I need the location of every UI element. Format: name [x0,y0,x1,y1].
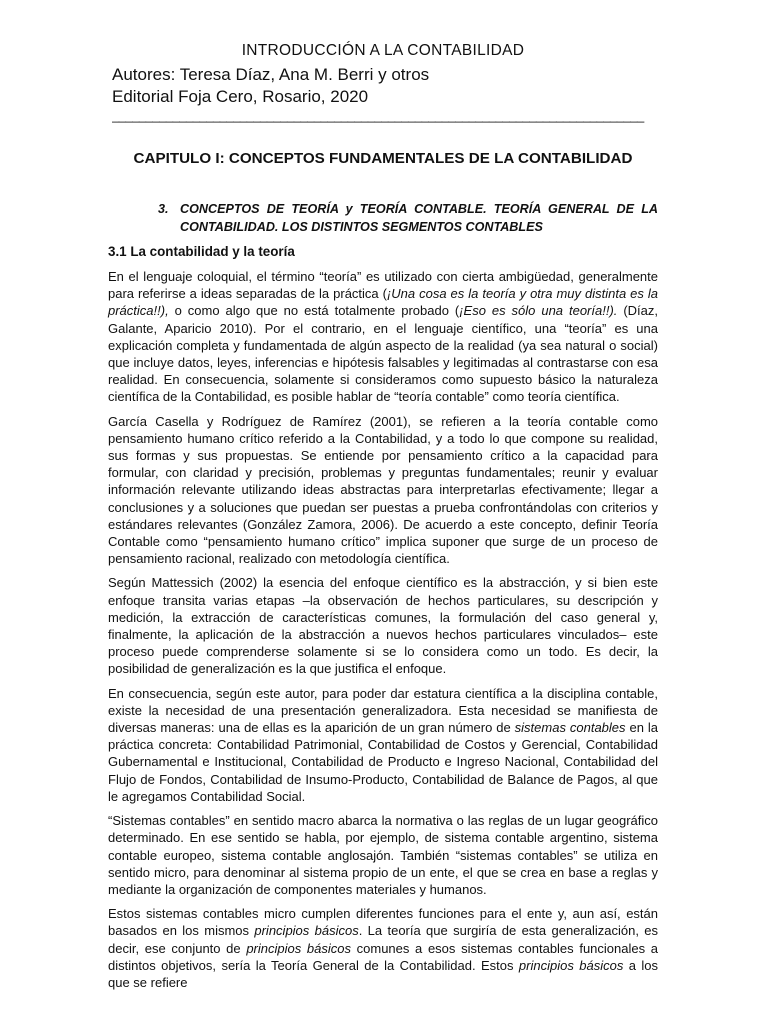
paragraph-1: En el lenguaje coloquial, el término “teoría” es utilizado con cierta ambigüedad, generalmente para referirse a ideas separadas de la práctica (¡Una cosa es la teoría y otra muy distinta es la práctica!!), o como algo que no está totalmente probado (¡Eso es sólo una teoría!!). (Díaz, Galante, Aparicio 2010). Por el contrario, en el lenguaje científico, una “teoría” es una explicación completa y fundamentada de algún aspecto de la realidad (ya sea natural o social) que incluye datos, leyes, inferencias e hipótesis falsables y legitimadas al contrastarse con esa realidad. En consecuencia, solamente si consideramos como supuesto básico la naturaleza científica de la Contabilidad, es posible hablar de “teoría contable” como teoría científica. [108,269,658,405]
section-number: 3. [158,202,169,216]
chapter-title: CAPITULO I: CONCEPTOS FUNDAMENTALES DE LA CONTABILIDAD [133,150,633,167]
section-heading [158,200,658,236]
publisher-line: Editorial Foja Cero, Rosario, 2020 [112,87,369,106]
paragraph-6: Estos sistemas contables micro cumplen diferentes funciones para el ente y, aun así, están basados en los mismos principios básicos. La teoría que surgiría de esta generalización, es decir, ese conjunto de principios básicos comunes a esos sistemas contables funcionales a distintos objetivos, sería la Teoría General de la Contabilidad. Estos principios básicos a los que se refiere [108,906,659,990]
paragraph-2: García Casella y Rodríguez de Ramírez (2001), se refieren a la teoría contable como pensamiento humano crítico referido a la Contabilidad, y a todo lo que compone su realidad, sus formas y sus propuestas. Se entiende por pensamiento crítico a la capacidad para formular, con claridad y precisión, problemas y preguntas fundamentales; reunir y evaluar información relevante utilizando ideas abstractas para interpretarlas efectivamente; llegar a conclusiones y a soluciones que puedan ser puestas a prueba confrontándolas con criterios y estándares relevantes (González Zamora, 2006). De acuerdo a este concepto, definir Teoría Contable como “pensamiento humano crítico” implica suponer que surge de un proceso de pensamiento racional, realizado con metodología científica. [108,413,658,567]
paragraph-5: “Sistemas contables” en sentido macro abarca la normativa o las reglas de un lugar geográfico determinado. En ese sentido se habla, por ejemplo, de sistema contable argentino, sistema contable europeo, sistema contable anglosajón. También “sistemas contables” se utiliza en sentido micro, para denominar al sistema propio de un ente, el que se crea en base a reglas y mediante la organización de componentes materiales y humanos. [108,813,658,897]
authors-line: Autores: Teresa Díaz, Ana M. Berri y otros [112,65,430,84]
paragraph-3: Según Mattessich (2002) la esencia del enfoque científico es la abstracción, y si bien este enfoque transita varias etapas –la observación de hechos particulares, su descripción y medición, la extracción de características comunes, la formulación del caso general y, finalmente, la aplicación de la abstracción a nuevos hechos particulares vinculados– este proceso puede comprenderse solamente si se lo considera como un todo. Es decir, la posibilidad de generalización es la que justifica el enfoque. [108,575,658,677]
paragraph-4: En consecuencia, según este autor, para poder dar estatura científica a la disciplina contable, existe la necesidad de una presentación generalizadora. Esta necesidad se manifiesta de diversas maneras: una de ellas es la aparición de un gran número de sistemas contables en la práctica concreta: Contabilidad Patrimonial, Contabilidad de Costos y Gerencial, Contabilidad Gubernamental e Institucional, Contabilidad de Producto e Ingreso Nacional, Contabilidad del Flujo de Fondos, Contabilidad de Insumo-Producto, Contabilidad de Balance de Pagos, al que le agregamos Contabilidad Social. [108,685,658,804]
section-title: CONCEPTOS DE TEORÍA y TEORÍA CONTABLE. TEORÍA GENERAL DE LA CONTABILIDAD. LOS DISTINTOS SEGMENTOS CONTABLES [180,202,658,234]
subsection-heading: 3.1 La contabilidad y la teoría [108,244,295,259]
book-title: INTRODUCCIÓN A LA CONTABILIDAD [241,42,525,59]
header-rule: _______________________________________________________________________________ [112,108,644,123]
